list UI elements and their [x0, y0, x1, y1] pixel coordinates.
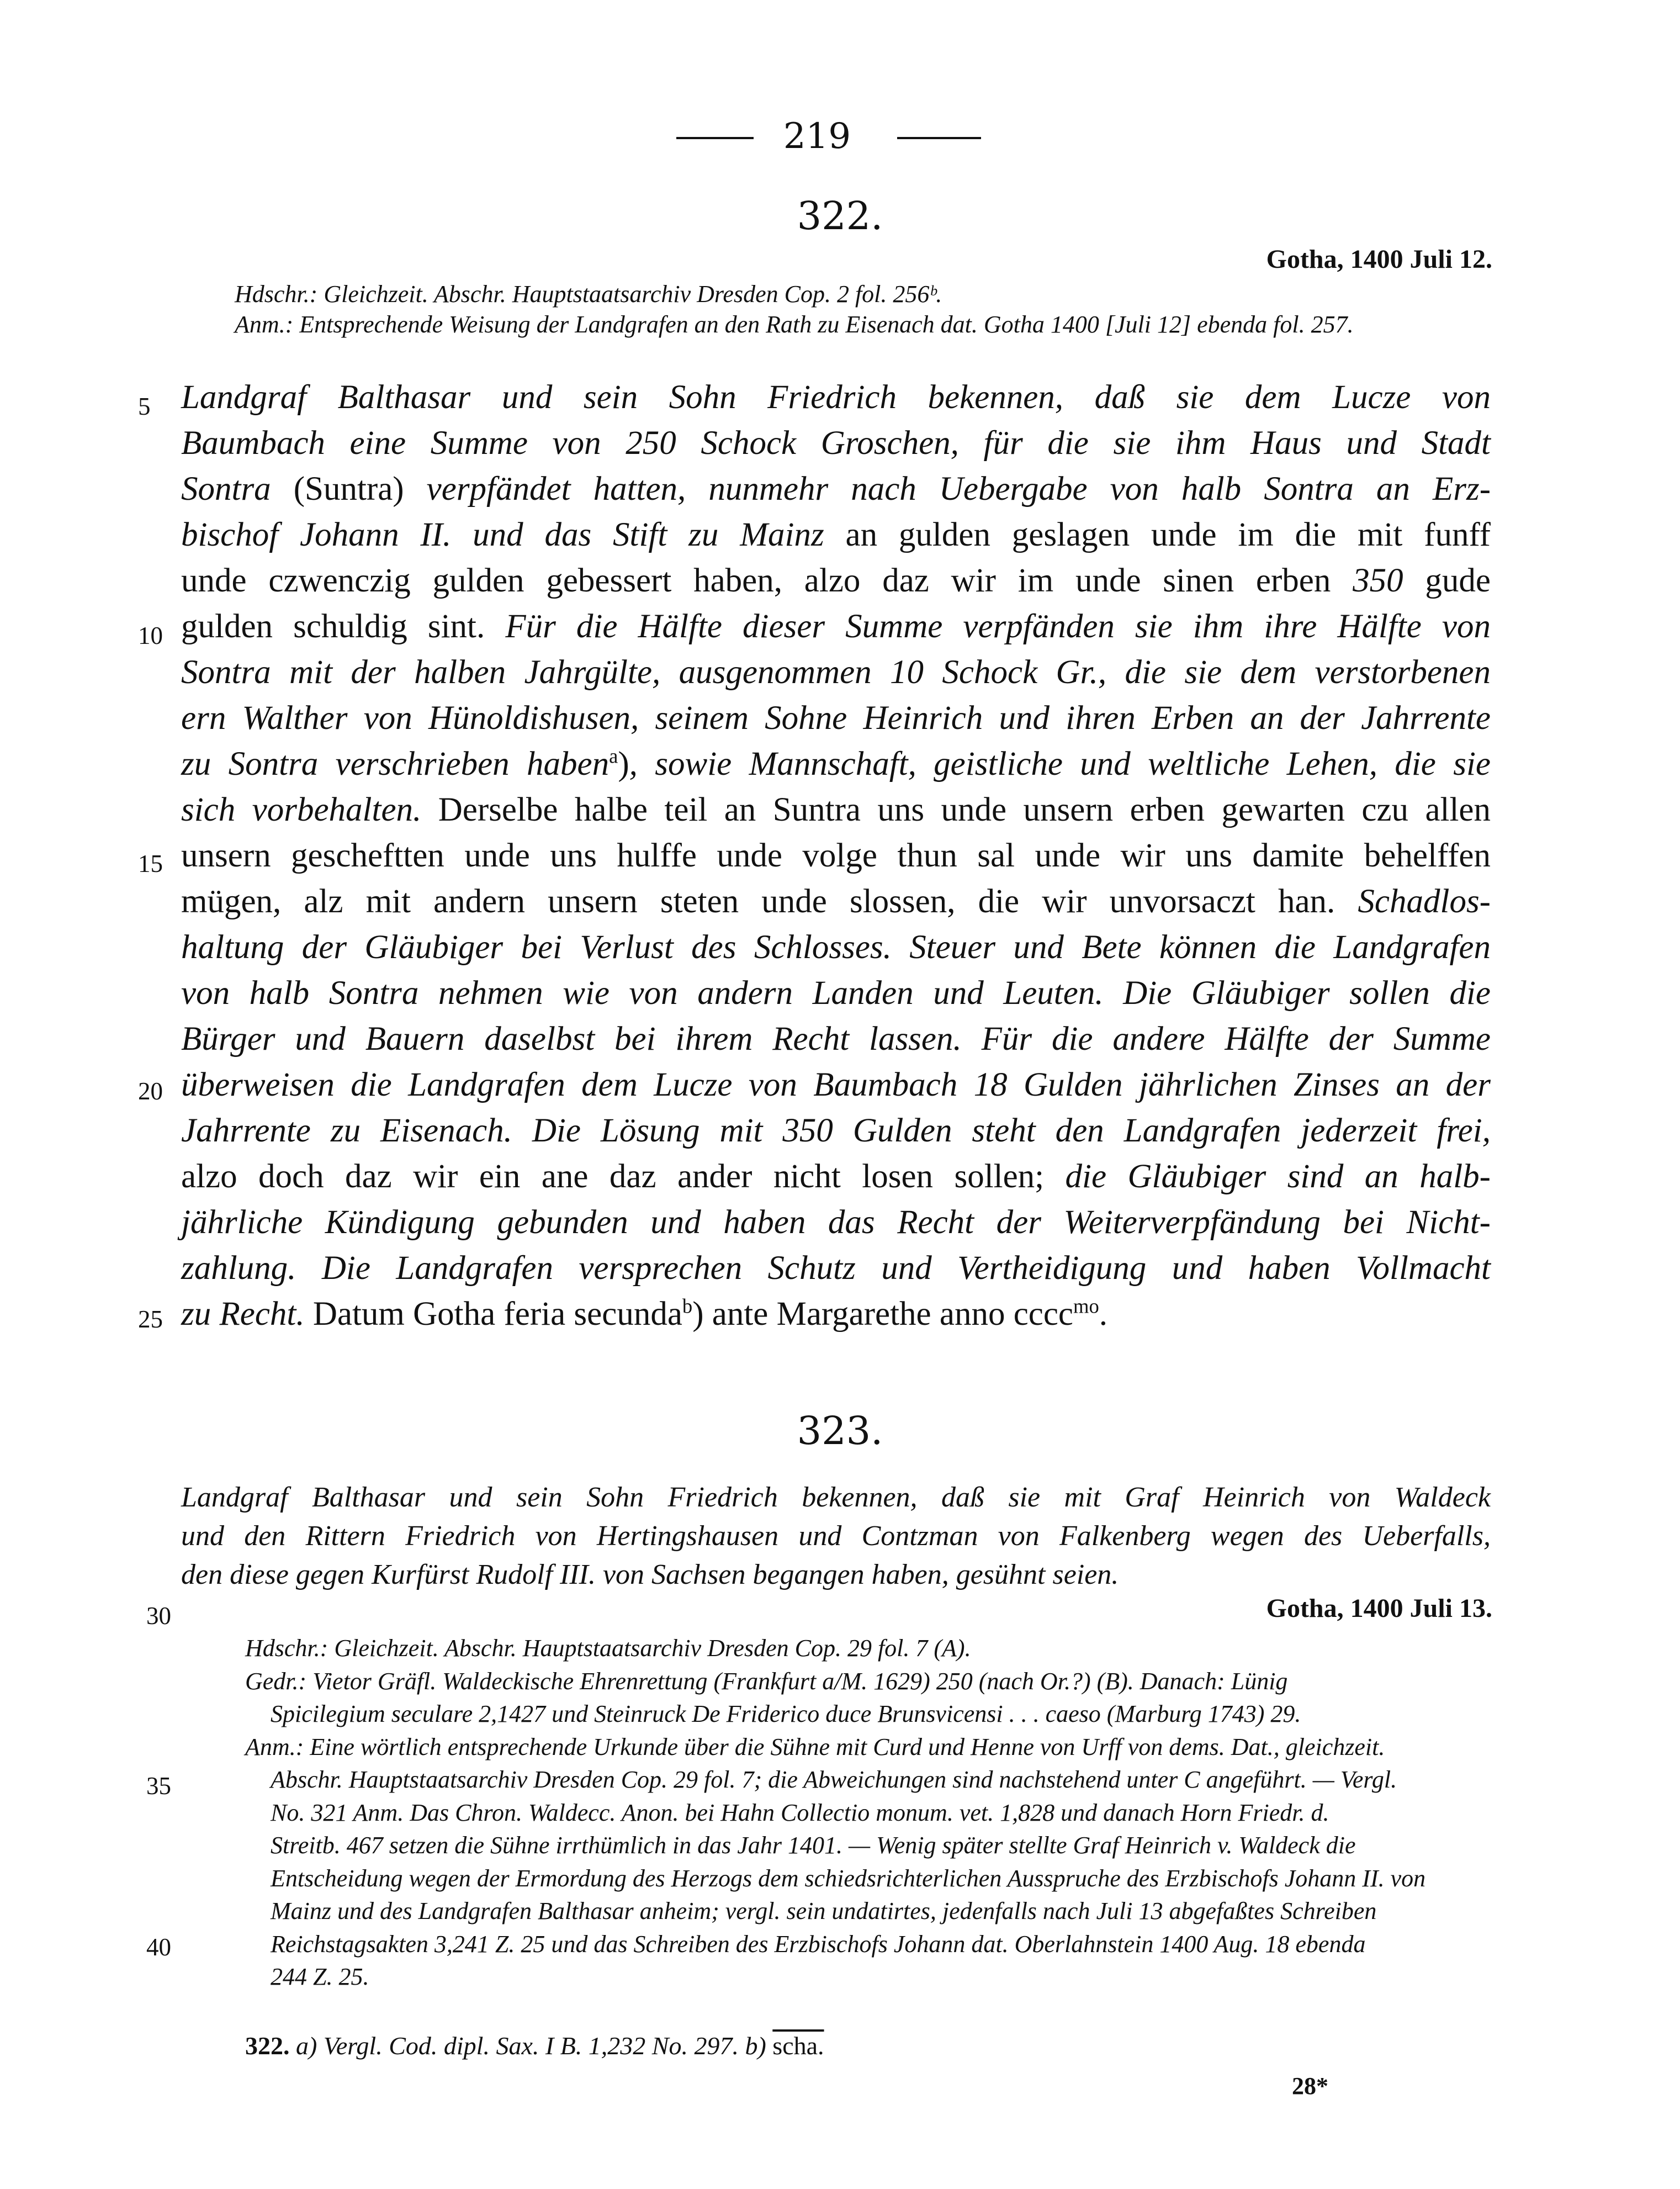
text-segment: ern Walther von Hünoldishusen, seinem Sohne Heinrich und ihren Erben an der Jahrrente	[181, 700, 1491, 737]
text-line	[181, 378, 1491, 417]
text-segment: sich vorbehalten.	[181, 791, 438, 828]
text-segment: zahlung. Die Landgrafen versprechen Schutz und Vertheidigung und haben Vollmacht	[181, 1250, 1491, 1287]
text-segment: die Gläubiger sind an halb-	[1065, 1158, 1491, 1195]
note-line: Anm.: Eine wörtlich entsprechende Urkunde über die Sühne mit Curd und Henne von Urff von dems. Dat., gleichzeit.	[245, 1733, 1385, 1760]
text-segment: Sontra	[181, 470, 294, 507]
text-segment: Für die Hälfte dieser Summe verpfänden sie ihm ihre Hälfte von	[505, 608, 1491, 645]
header-rule-left	[676, 137, 754, 139]
document-322-note: Anm.: Entsprechende Weisung der Landgrafen an den Rath zu Eisenach dat. Gotha 1400 [Juli 12] ebenda fol. 257.	[235, 311, 1354, 338]
text-line	[181, 791, 1491, 829]
text-line	[181, 1157, 1491, 1196]
summary-line: Landgraf Balthasar und sein Sohn Friedrich bekennen, daß sie mit Graf Heinrich von Waldeck	[181, 1482, 1491, 1513]
footnote-marker: b	[682, 1294, 693, 1318]
footnote-marker: a	[609, 744, 618, 768]
text-line	[181, 1249, 1491, 1288]
text-segment: Derselbe halbe teil an Suntra uns unde unsern erben gewarten czu allen	[438, 791, 1491, 828]
text-line	[181, 974, 1491, 1013]
document-323-place-date: Gotha, 1400 Juli 13.	[1266, 1594, 1492, 1623]
text-line	[181, 745, 1491, 784]
text-segment: Datum Gotha feria secunda	[312, 1296, 682, 1333]
text-segment: unde czwenczig gulden gebessert haben, alzo daz wir im unde sinen erben	[181, 562, 1353, 599]
text-segment: Jahrrente zu Eisenach. Die Lösung mit 350 Gulden steht den Landgrafen jederzeit frei,	[181, 1112, 1491, 1149]
line-number: 30	[146, 1602, 171, 1630]
text-segment: .	[1099, 1296, 1107, 1333]
note-line: Abschr. Hauptstaatsarchiv Dresden Cop. 29 fol. 7; die Abweichungen sind nachstehend unter C angeführt. — Vergl.	[271, 1766, 1397, 1793]
note-line: Spicilegium seculare 2,1427 und Steinruck De Friderico duce Brunsvicensi . . . caeso (Marburg 1743) 29.	[271, 1700, 1301, 1727]
text-line	[181, 653, 1491, 692]
document-323-number: 323.	[797, 1408, 883, 1453]
line-number: 20	[138, 1077, 163, 1105]
text-segment: haltung der Gläubiger bei Verlust des Schlosses. Steuer und Bete können die Landgrafen	[181, 929, 1491, 966]
text-line	[181, 1020, 1491, 1059]
line-number: 5	[138, 393, 151, 420]
text-segment: Bürger und Bauern daselbst bei ihrem Recht lassen. Für die andere Hälfte der Summe	[181, 1021, 1491, 1058]
footnote-marker: mo	[1073, 1294, 1099, 1318]
text-line	[181, 1112, 1491, 1150]
text-segment: zu Recht.	[181, 1296, 313, 1333]
header-rule-right	[897, 137, 981, 139]
footnote-ref: 322.	[245, 2032, 290, 2060]
text-segment: Landgraf Balthasar und sein Sohn Friedrich bekennen, daß sie dem Lucze von	[181, 379, 1491, 416]
text-line	[181, 1203, 1491, 1242]
text-segment: ) ante Margarethe anno cccc	[692, 1296, 1073, 1333]
text-segment: (Suntra)	[293, 470, 427, 507]
line-number: 15	[138, 850, 163, 877]
text-segment: jährliche Kündigung gebunden und haben das Recht der Weiterverpfändung bei Nicht-	[181, 1204, 1491, 1241]
text-segment: verpfändet hatten, nunmehr nach Uebergabe von halb Sontra an Erz-	[426, 470, 1491, 507]
text-segment: Schadlos-	[1358, 883, 1491, 920]
printer-signature: 28*	[1292, 2072, 1328, 2100]
line-number: 40	[146, 1933, 171, 1961]
document-322-number: 322.	[797, 193, 883, 239]
text-segment: Baumbach eine Summe von 250 Schock Groschen, für die sie ihm Haus und Stadt	[181, 425, 1491, 462]
text-segment: an gulden geslagen unde im die mit funff	[845, 516, 1491, 553]
text-line	[181, 837, 1491, 875]
text-segment: alzo doch daz wir ein ane daz ander nicht losen sollen;	[181, 1158, 1066, 1195]
text-segment: gulden schuldig sint.	[181, 608, 506, 645]
summary-line: und den Rittern Friedrich von Hertingshausen und Contzman von Falkenberg wegen des Ueberfalls,	[181, 1520, 1491, 1552]
text-segment: unsern gescheftten unde uns hulffe unde volge thun sal unde wir uns damite behelffen	[181, 837, 1491, 874]
page-number: 219	[783, 116, 851, 157]
document-322-source: Hdschr.: Gleichzeit. Abschr. Hauptstaatsarchiv Dresden Cop. 2 fol. 256ᵇ.	[235, 281, 942, 308]
text-segment: zu Sontra verschrieben haben	[181, 745, 610, 782]
text-segment: überweisen die Landgrafen dem Lucze von Baumbach 18 Gulden jährlichen Zinses an der	[181, 1066, 1491, 1103]
note-line: No. 321 Anm. Das Chron. Waldecc. Anon. bei Hahn Collectio monum. vet. 1,828 und danach Horn Friedr. d.	[271, 1799, 1329, 1826]
line-number: 10	[138, 622, 163, 649]
text-line	[181, 470, 1491, 509]
summary-line: den diese gegen Kurfürst Rudolf III. von Sachsen begangen haben, gesühnt seien.	[181, 1559, 1119, 1590]
note-line: Streitb. 467 setzen die Sühne irrthümlich in das Jahr 1401. — Wenig später stellte Graf Heinrich v. Waldeck die	[271, 1832, 1356, 1859]
text-line	[181, 882, 1491, 921]
line-number: 25	[138, 1305, 163, 1333]
text-line	[181, 699, 1491, 738]
line-number: 35	[146, 1772, 171, 1800]
text-line	[181, 1066, 1491, 1104]
note-line: Gedr.: Vietor Gräfl. Waldeckische Ehrenrettung (Frankfurt a/M. 1629) 250 (nach Or.?) (B). Danach: Lünig	[245, 1667, 1288, 1695]
footnote	[245, 2031, 824, 2060]
note-line: Reichstagsakten 3,241 Z. 25 und das Schreiben des Erzbischofs Johann dat. Oberlahnstein 1400 Aug. 18 ebenda	[271, 1930, 1366, 1958]
note-line: Entscheidung wegen der Ermordung des Herzogs dem schiedsrichterlichen Ausspruche des Erzbischofs Johann II. von	[271, 1864, 1426, 1892]
text-line	[181, 562, 1491, 600]
document-322-place-date: Gotha, 1400 Juli 12.	[1266, 245, 1492, 274]
text-segment: gude	[1403, 562, 1491, 599]
text-segment: mügen, alz mit andern unsern steten unde slossen, die wir unvorsaczt han.	[181, 883, 1358, 920]
note-line: Mainz und des Landgrafen Balthasar anheim; vergl. sein undatirtes, jedenfalls nach Juli 13 abgefaßtes Schreiben	[271, 1897, 1377, 1924]
footnote-text: a) Vergl. Cod. dipl. Sax. I B. 1,232 No. 297. b)	[296, 2032, 766, 2060]
note-line: 244 Z. 25.	[271, 1963, 369, 1990]
text-line	[181, 424, 1491, 463]
text-line	[181, 928, 1491, 967]
text-line	[181, 607, 1491, 646]
text-segment: von halb Sontra nehmen wie von andern Landen und Leuten. Die Gläubiger sollen die	[181, 975, 1491, 1012]
note-line: Hdschr.: Gleichzeit. Abschr. Hauptstaatsarchiv Dresden Cop. 29 fol. 7 (A).	[245, 1635, 971, 1662]
text-line	[181, 516, 1491, 554]
footnote-word: scha.	[772, 2032, 824, 2060]
text-segment: , sowie Mannschaft, geistliche und weltliche Lehen, die sie	[629, 745, 1491, 782]
text-segment: Sontra mit der halben Jahrgülte, ausgenommen 10 Schock Gr., die sie dem verstorbenen	[181, 654, 1491, 691]
text-segment: bischof Johann II. und das Stift zu Mainz	[181, 516, 846, 553]
text-line	[181, 1295, 1491, 1334]
text-segment: )	[618, 745, 629, 782]
text-segment: 350	[1353, 562, 1403, 599]
